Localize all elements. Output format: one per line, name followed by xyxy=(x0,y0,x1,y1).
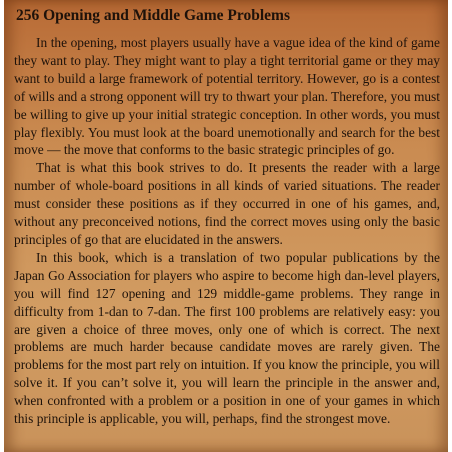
book-cover-panel xyxy=(4,0,448,452)
body-text xyxy=(14,34,440,428)
paragraph-opening: In the opening, most players usually have a vague idea of the kind of game they want to play. They might want to play a tight territorial game or they may want to build a large framework of potential territory. However, go is a contest of wills and a strong opponent will try to thwart your plan. Therefore, you must be willing to give up your initial strategic conception. In other words, you must play flexibly. You must look at the board unemotionally and search for the best move — the move that conforms to the basic strategic principles of go. xyxy=(14,35,440,158)
paragraph-book-purpose: That is what this book strives to do. It presents the reader with a large number of whole-board positions in all kinds of varied situations. The reader must consider these positions as if they occurred in one of his games, and, without any preconceived notions, find the correct moves using only the basic principles of go that are elucidated in the answers. xyxy=(14,160,440,247)
page-title: 256 Opening and Middle Game Problems xyxy=(16,7,290,24)
paragraph-book-contents: In this book, which is a translation of two popular publications by the Japan Go Association for players who aspire to become high dan-level players, you will find 127 opening and 129 middle-game problems. They range in difficulty from 1-dan to 7-dan. The first 100 problems are relatively easy: you are given a choice of three moves, only one of which is correct. The next problems are much harder because candidate moves are rarely given. The problems for the most part rely on intuition. If you know the principle, you will solve it. If you can’t solve it, you will learn the principle in the answer and, when confronted with a problem or a position in one of your games in which this principle is applicable, you will, perhaps, find the strongest move. xyxy=(14,249,440,427)
